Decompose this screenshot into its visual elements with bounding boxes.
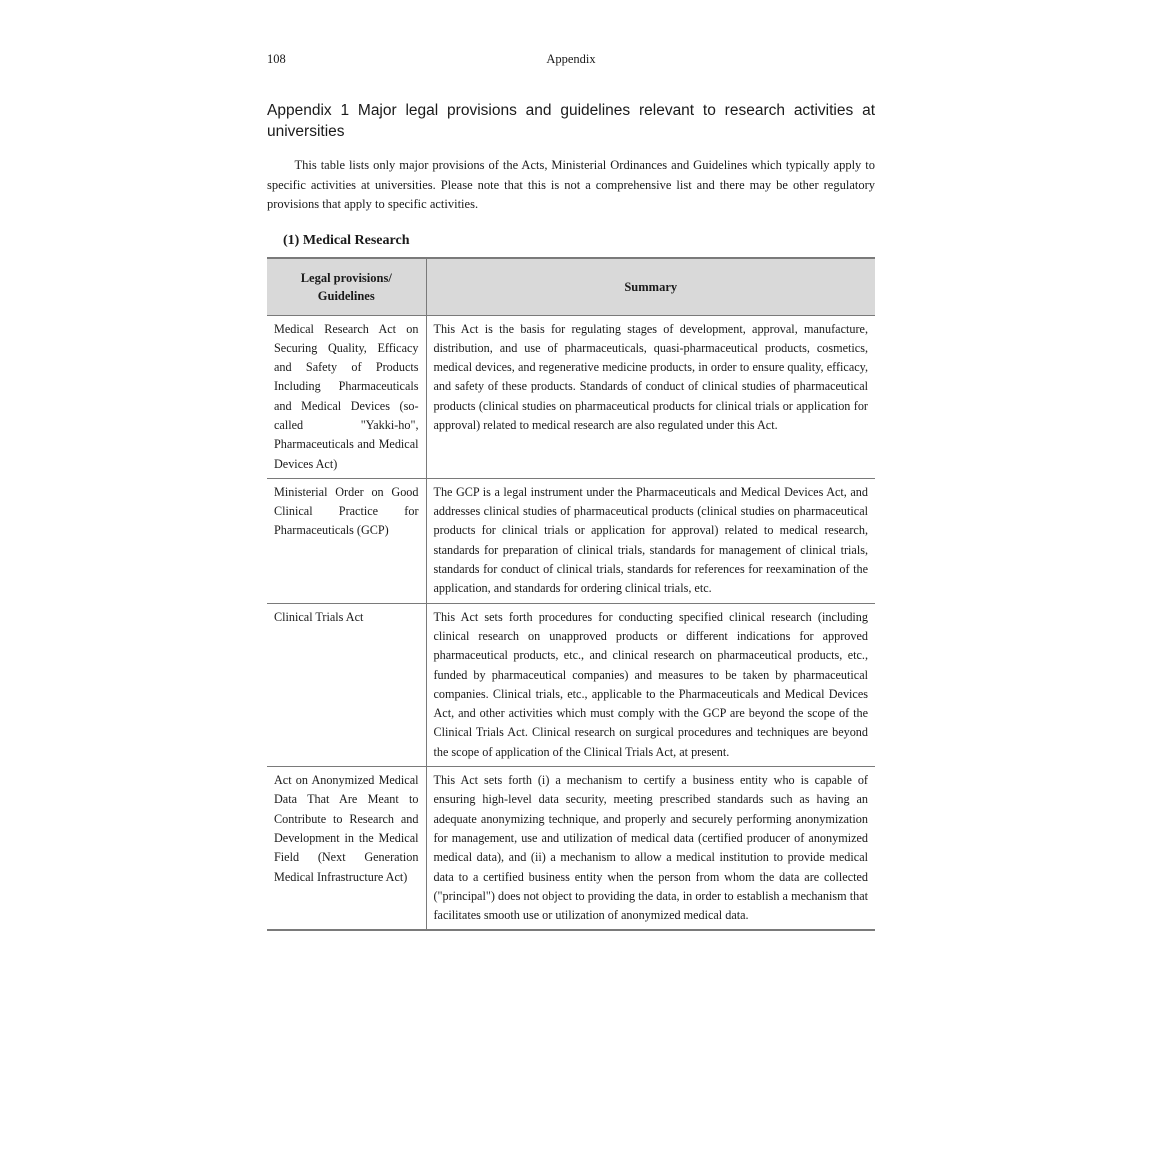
summary-cell: This Act sets forth (i) a mechanism to certify a business entity who is capable of ensuring high-level data security, meeting prescribed standards such as having an adequate anonymizing technique, and properly and securely performing anonymization for management, use and utilization of medical data (certified producer of anonymized medical data), and (ii) a mechanism to allow a medical institution to provide medical data to a certified business entity when the person from whom the data are collected ("principal") does not object to providing the data, in order to establish a mechanism that facilitates smooth use or utilization of anonymized medical data. (426, 767, 875, 931)
header-summary: Summary (426, 258, 875, 316)
summary-cell: The GCP is a legal instrument under the Pharmaceuticals and Medical Devices Act, and addresses clinical studies of pharmaceutical products (clinical studies on pharmaceutical products for clinical trials or application for approval) related to medical research, standards for preparation of clinical trials, standards for management of clinical trials, standards for conduct of clinical trials, standards for references for reexamination of the application, and standards for ordering clinical trials, etc. (426, 478, 875, 603)
provision-cell: Act on Anonymized Medical Data That Are Meant to Contribute to Research and Development in the Medical Field (Next Generation Medical Infrastructure Act) (267, 767, 426, 931)
provisions-table (267, 257, 875, 932)
provision-cell: Ministerial Order on Good Clinical Practice for Pharmaceuticals (GCP) (267, 478, 426, 603)
page-number: 108 (267, 52, 286, 66)
running-title: Appendix (546, 52, 596, 66)
section-heading: (1) Medical Research (283, 232, 410, 248)
summary-cell: This Act sets forth procedures for conducting specified clinical research (including clinical research on unapproved products or different indications for approved pharmaceutical products, etc., and clinical research on pharmaceutical products, etc., funded by pharmaceutical companies) and measures to be taken by pharmaceutical companies. Clinical trials, etc., applicable to the Pharmaceuticals and Medical Devices Act, and other activities which must comply with the GCP are beyond the scope of the Clinical Trials Act. Clinical research on surgical procedures and techniques are beyond the scope of application of the Clinical Trials Act, at present. (426, 603, 875, 766)
document-page (267, 50, 875, 931)
header-provision: Legal provisions/ Guidelines (267, 258, 426, 316)
table-row (267, 315, 875, 478)
summary-cell: This Act is the basis for regulating stages of development, approval, manufacture, distribution, and use of pharmaceuticals, quasi-pharmaceutical products, cosmetics, medical devices, and regenerative medicine products, in order to ensure quality, efficacy, and safety of these products. Standards of conduct of clinical studies of pharmaceutical products (clinical studies on pharmaceutical products for clinical trials or application for approval) related to medical research are also regulated under this Act. (426, 315, 875, 478)
provision-cell: Clinical Trials Act (267, 603, 426, 766)
appendix-title: Appendix 1 Major legal provisions and guidelines relevant to research activities at universities (267, 102, 875, 140)
provision-cell: Medical Research Act on Securing Quality, Efficacy and Safety of Products Including Pharmaceuticals and Medical Devices (so-called "Yakki-ho", Pharmaceuticals and Medical Devices Act) (267, 315, 426, 478)
table-header-row (267, 258, 875, 316)
table-row (267, 478, 875, 603)
table-row (267, 767, 875, 931)
intro-paragraph: This table lists only major provisions of the Acts, Ministerial Ordinances and Guidelines which typically apply to specific activities at universities. Please note that this is not a comprehensive list and there may be other regulatory provisions that apply to specific activities. (267, 158, 875, 211)
running-head (267, 50, 875, 72)
table-row (267, 603, 875, 766)
